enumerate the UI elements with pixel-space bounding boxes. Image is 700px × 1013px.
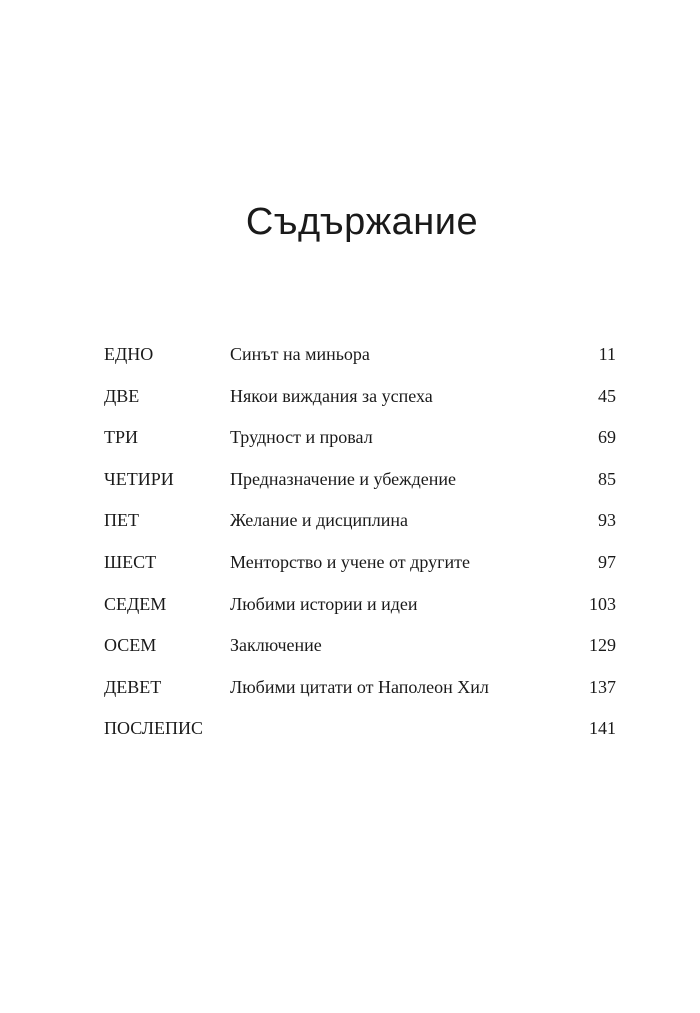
toc-entry-title: Трудност и провал bbox=[230, 427, 373, 448]
toc-entry-title: Синът на миньора bbox=[230, 344, 370, 364]
toc-entry-number: ОСЕМ bbox=[104, 635, 157, 656]
toc-entry-number: ЧЕТИРИ bbox=[104, 468, 174, 489]
table-of-contents bbox=[104, 344, 616, 760]
toc-entry bbox=[104, 635, 616, 677]
toc-entry bbox=[104, 344, 616, 386]
toc-entry-page: 93 bbox=[598, 510, 616, 531]
toc-entry-page: 103 bbox=[589, 593, 616, 614]
toc-entry bbox=[104, 718, 616, 760]
toc-entry-title: Желание и дисциплина bbox=[230, 510, 408, 531]
toc-entry-title: Предназначение и убеждение bbox=[230, 468, 456, 489]
toc-entry bbox=[104, 510, 616, 552]
toc-entry-page: 85 bbox=[598, 468, 616, 489]
toc-entry-page: 137 bbox=[589, 676, 616, 697]
toc-entry bbox=[104, 594, 616, 636]
toc-entry-number: СЕДЕМ bbox=[104, 593, 167, 614]
toc-entry-number: ПОСЛЕПИС bbox=[104, 718, 203, 739]
toc-entry-title: Любими истории и идеи bbox=[230, 593, 418, 614]
toc-entry-number: ЕДНО bbox=[104, 344, 154, 364]
toc-entry-number: ТРИ bbox=[104, 427, 139, 448]
toc-entry bbox=[104, 677, 616, 719]
toc-entry-page: 69 bbox=[598, 427, 616, 448]
toc-entry-title: Някои виждания за успеха bbox=[230, 385, 433, 406]
toc-entry bbox=[104, 427, 616, 469]
page-title: Съдържание bbox=[245, 201, 479, 244]
toc-entry-title: Менторство и учене от другите bbox=[230, 551, 470, 572]
toc-entry-number: ШЕСТ bbox=[104, 551, 157, 572]
toc-entry-page: 141 bbox=[589, 718, 616, 739]
toc-entry-number: ДВЕ bbox=[104, 385, 140, 406]
toc-entry-number: ДЕВЕТ bbox=[104, 676, 162, 697]
toc-entry-page: 11 bbox=[598, 344, 616, 364]
toc-entry bbox=[104, 386, 616, 428]
toc-entry-title: Любими цитати от Наполеон Хил bbox=[230, 676, 489, 697]
toc-entry bbox=[104, 469, 616, 511]
toc-entry-number: ПЕТ bbox=[104, 510, 139, 531]
toc-entry-page: 45 bbox=[598, 385, 616, 406]
toc-entry-page: 129 bbox=[589, 635, 616, 656]
toc-entry-title: Заключение bbox=[230, 635, 322, 656]
toc-entry bbox=[104, 552, 616, 594]
toc-entry-page: 97 bbox=[598, 551, 616, 572]
